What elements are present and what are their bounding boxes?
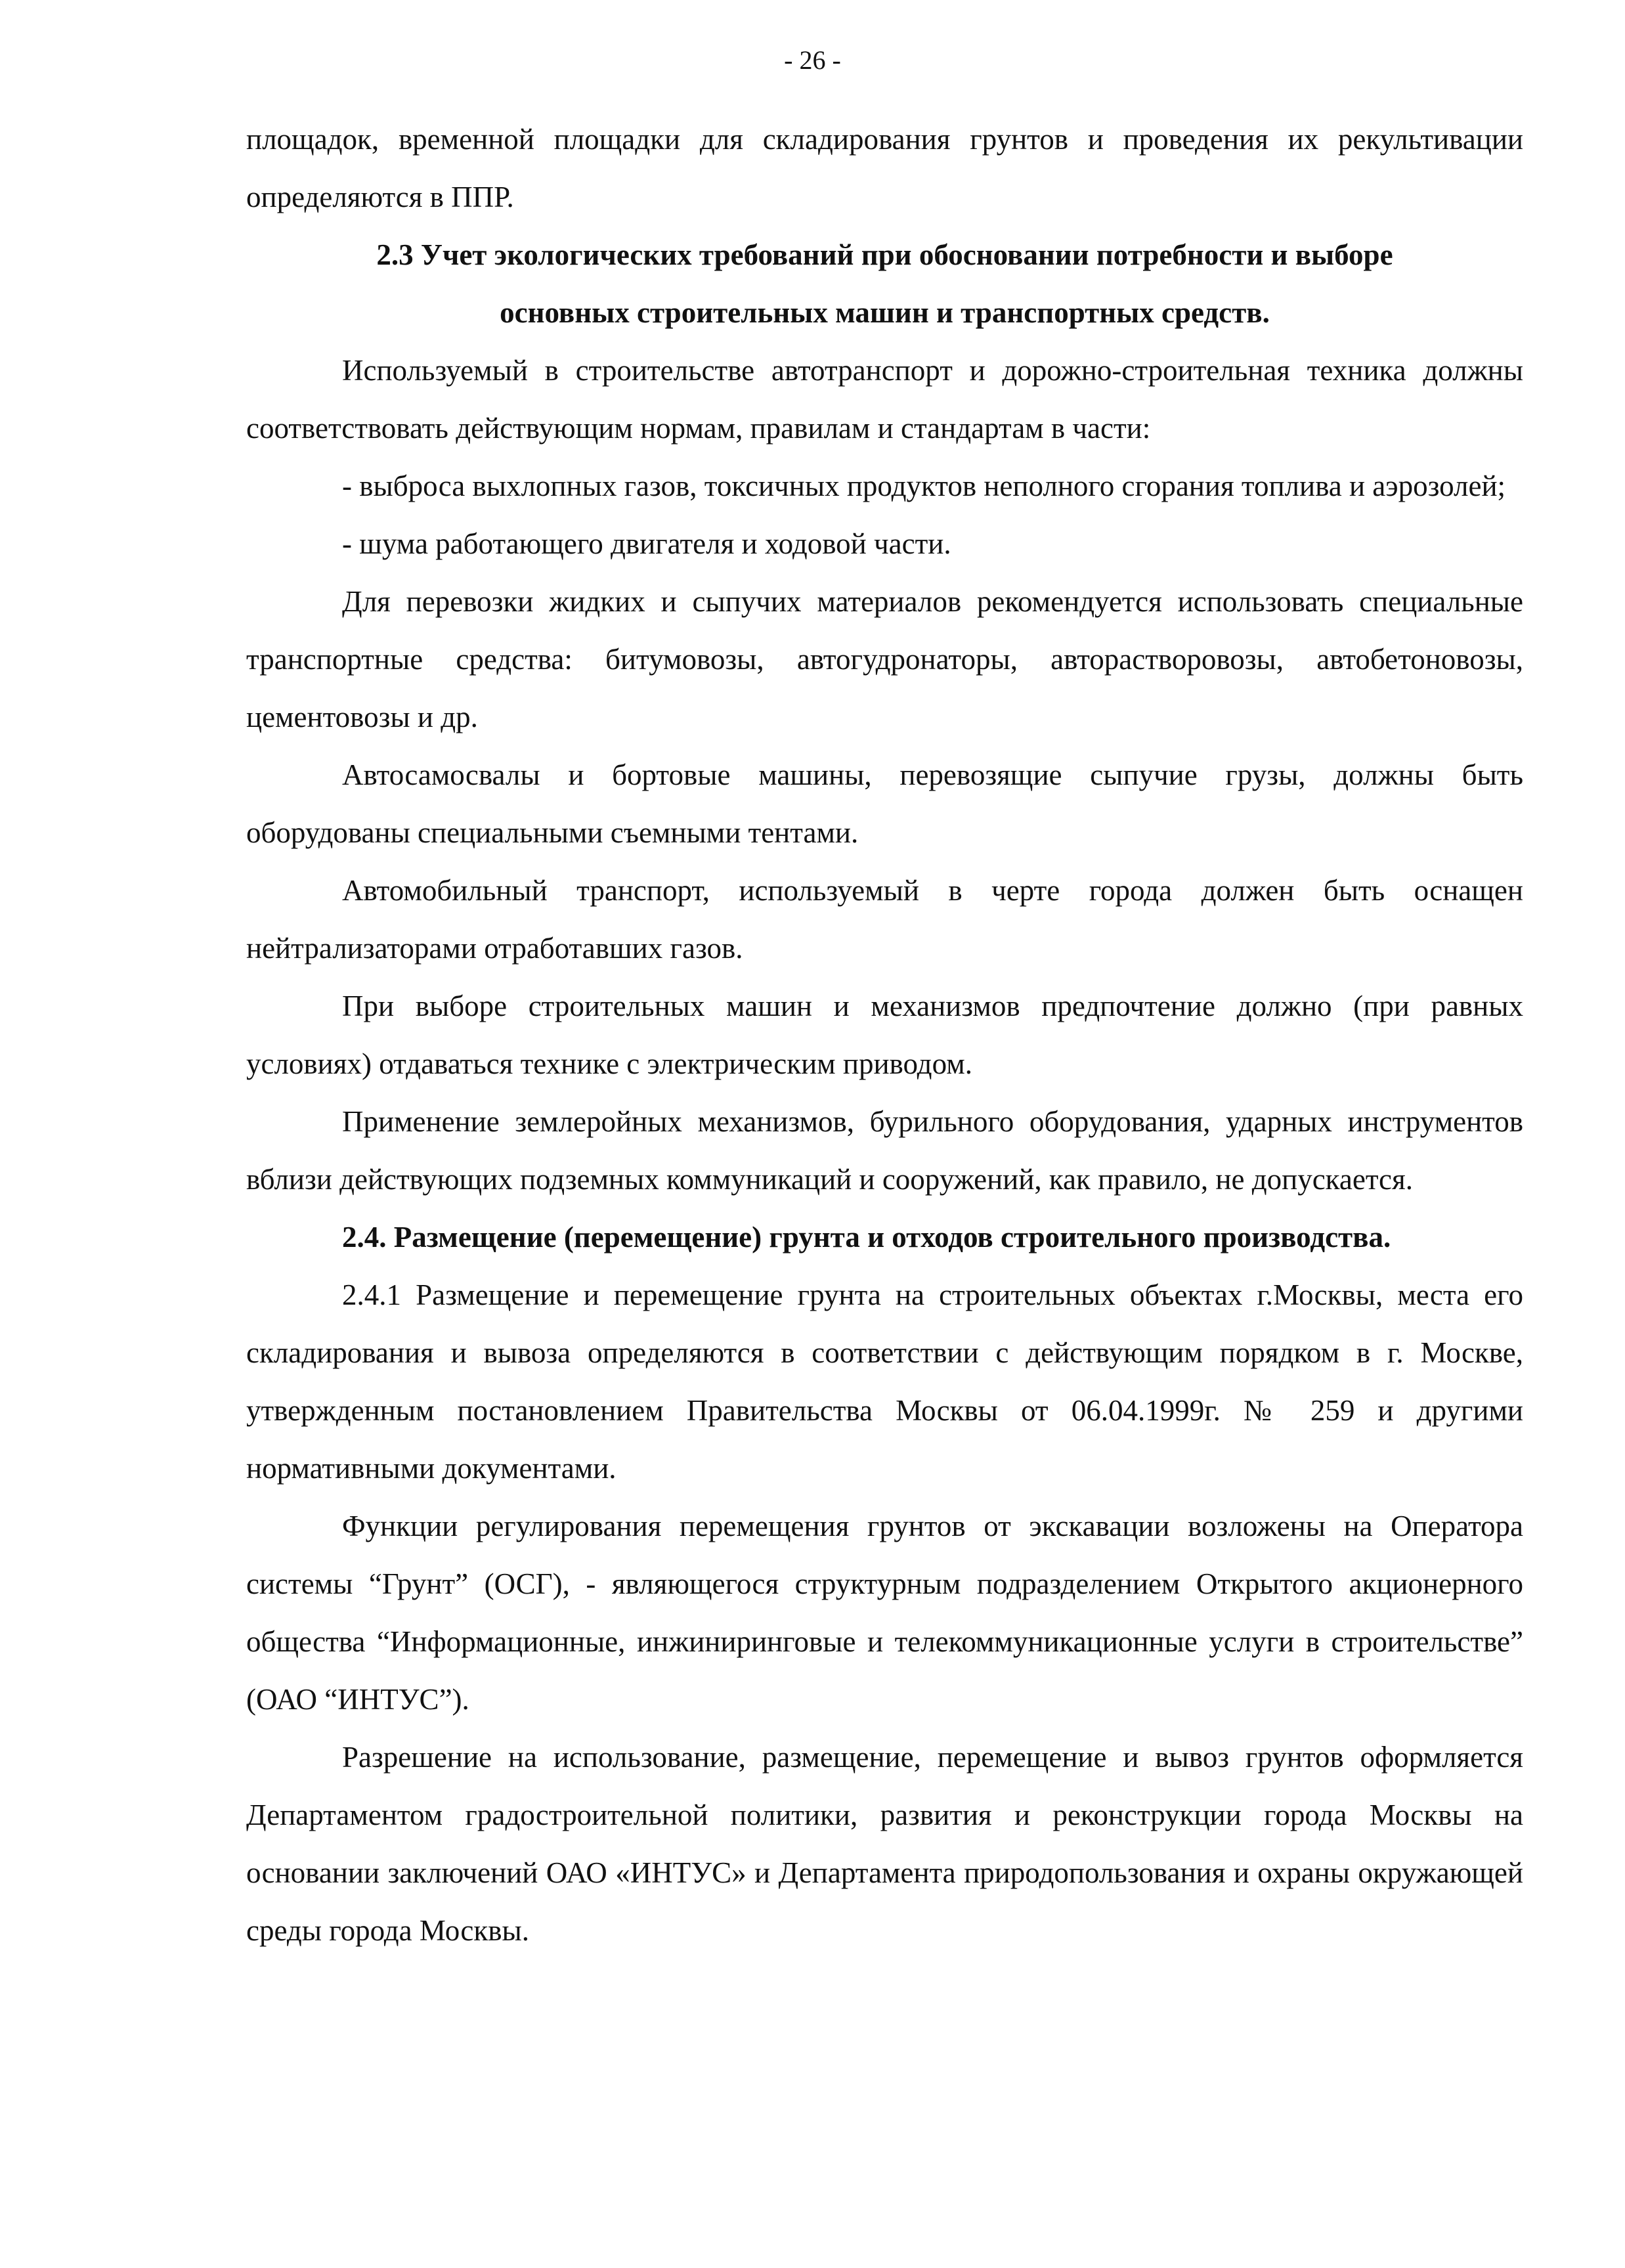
paragraph-4: - шума работающего двигателя и ходовой части. — [342, 527, 951, 560]
paragraph-7: Автомобильный транспорт, используемый в черте города должен быть оснащен нейтрализаторами отработавших газов. — [246, 874, 1523, 965]
paragraph-10: 2.4.1 Размещение и перемещение грунта на строительных объектах г.Москвы, места его складирования и вывоза определяются в соответствии с действующим порядком в г. Москве, утвержденным постановлением Правительства Москвы от 06.04.1999г. № 259 и другими нормативными документами. — [246, 1278, 1523, 1485]
paragraph-1: площадок, временной площадки для складирования грунтов и проведения их рекультивации определяются в ППР. — [246, 123, 1523, 213]
paragraph-3: - выброса выхлопных газов, токсичных продуктов неполного сгорания топлива и аэрозолей; — [342, 469, 1506, 502]
document-body — [246, 110, 1523, 1959]
section-heading-2-3-line-1: 2.3 Учет экологических требований при обосновании потребности и выборе — [376, 238, 1393, 271]
paragraph-8: При выборе строительных машин и механизмов предпочтение должно (при равных условиях) отдаваться технике с электрическим приводом. — [246, 990, 1523, 1080]
paragraph-2: Используемый в строительстве автотранспорт и дорожно-строительная техника должны соответствовать действующим нормам, правилам и стандартам в части: — [246, 354, 1523, 445]
paragraph-5: Для перевозки жидких и сыпучих материалов рекомендуется использовать специальные транспортные средства: битумовозы, автогудронаторы, авторастворовозы, автобетоновозы, цементовозы и др. — [246, 585, 1523, 733]
section-heading-2-4: 2.4. Размещение (перемещение) грунта и отходов строительного производства. — [342, 1221, 1391, 1254]
paragraph-6: Автосамосвалы и бортовые машины, перевозящие сыпучие грузы, должны быть оборудованы специальными съемными тентами. — [246, 758, 1523, 849]
paragraph-11: Функции регулирования перемещения грунтов от экскавации возложены на Оператора системы “Грунт” (ОСГ), - являющегося структурным подразделением Открытого акционерного общества “Информационные, инжиниринговые и телекоммуникационные услуги в строительстве” (ОАО “ИНТУС”). — [246, 1510, 1523, 1716]
page-number: - 26 - — [784, 45, 841, 75]
paragraph-12: Разрешение на использование, размещение, перемещение и вывоз грунтов оформляется Департаментом градостроительной политики, развития и реконструкции города Москвы на основании заключений ОАО «ИНТУС» и Департамента природопользования и охраны окружающей среды города Москвы. — [246, 1741, 1523, 1947]
section-heading-2-3-line-2: основных строительных машин и транспортных средств. — [500, 296, 1270, 329]
paragraph-9: Применение землеройных механизмов, бурильного оборудования, ударных инструментов вблизи действующих подземных коммуникаций и сооружений, как правило, не допускается. — [246, 1105, 1523, 1196]
